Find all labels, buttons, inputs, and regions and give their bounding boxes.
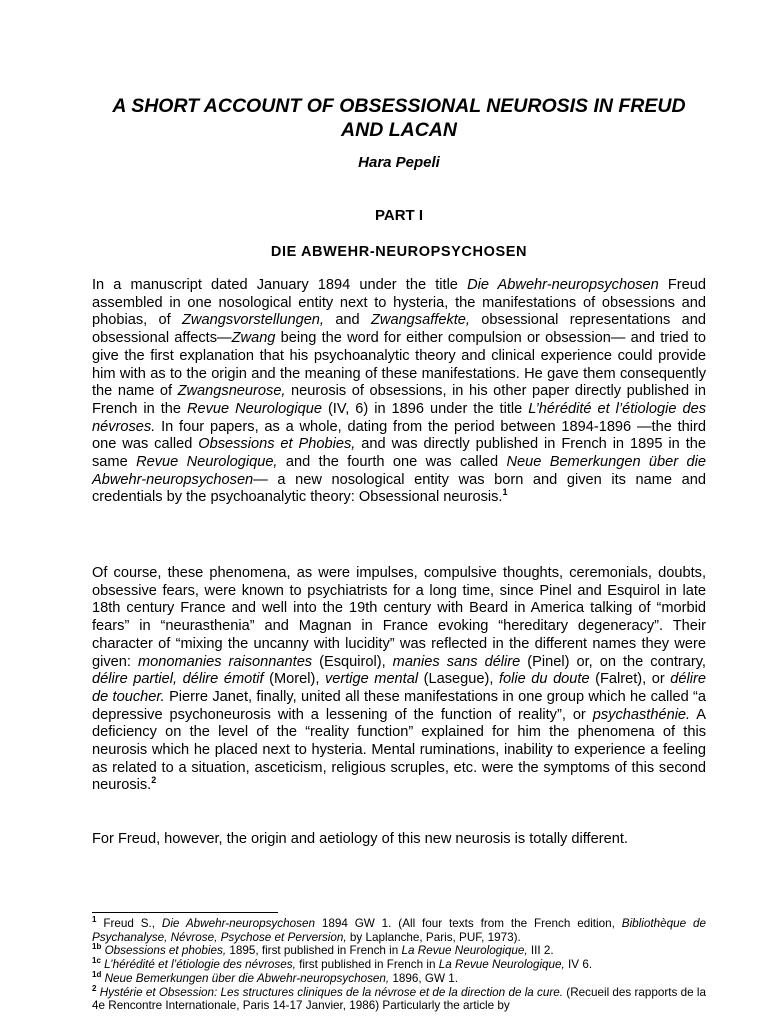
text-run: — a new nosological entity was born and given its name and credentials by the psychoanalytic theory: Obsessional neurosis. [92,471,706,506]
text-run: folie du doute [498,671,590,688]
text-run: by Laplanche, Paris, PUF, 1973). [346,930,521,944]
text-run: vertige mental [324,671,419,688]
text-run: In four papers, as a whole, dating from the period between 1894-1896 —the third one was called [92,418,706,453]
footnote-marker: 2 [92,983,97,993]
text-run: Freud assembled in one nosological entity next to hysteria, the manifestations of obsessions and phobias, of [92,277,706,329]
text-run: (IV, 6) in 1896 under the title [321,400,529,417]
text-run: being the word for either compulsion or obsession— and tried to give the first explanation that his psychoanalytic theory and clinical experience could provide him with as to the origin and the meaning of these manifestations. He gave them consequently the name of [92,330,707,400]
text-run: La Revue Neurologique, [438,958,565,972]
paper-title: A SHORT ACCOUNT OF OBSESSIONAL NEUROSIS IN FREUD AND LACAN [112,95,686,141]
text-run: Bibliothèque de Psychanalyse, Névrose, Psychose et Perversion, [92,917,706,944]
footnote-marker: 1d [92,969,102,979]
footnote-1c [92,958,706,972]
text-run: and the fourth one was called [277,454,507,471]
text-run: IV 6. [564,958,593,972]
text-run: Obsessions et Phobies, [198,436,356,453]
text-run: Die Abwehr-neuropsychosen [161,917,315,930]
text-run: neurosis of obsessions, in his other paper directly published in French in the [92,383,706,417]
text-run: obsessional representations and obsessional affects— [92,312,706,347]
text-run: monomanies raisonnantes [137,653,313,670]
text-run: Zwangsneurose, [177,383,286,400]
footnote-marker: 1 [502,487,508,498]
text-run: Neue Bemerkungen über die Abwehr-neuropsychosen, [104,971,390,985]
text-run: A deficiency on the level of the “reality function” explained for him the phenomena of this neurosis which he placed next to hysteria. Mental ruminations, inability to experience a feeling as related to a situation, asceticism, religious scruples, etc. were the symptoms of this second neurosis. [92,706,706,794]
text-run: and was directly published in French in 1895 in the same [92,436,706,471]
text-run: Zwangsaffekte, [371,312,470,329]
text-run: Of course, these phenomena, as were impulses, compulsive thoughts, ceremonials, doubts, obsessive fears, were known to psychiatrists for a long time, since Pinel and Esquirol in late 18th century France and well into the 19th century with Beard in America talking of “morbid fears” in “neurasthenia” and Magnan in France evoking “hereditary degeneracy”. Their character of “mixing the uncanny with lucidity” was reflected in the different names they were given: [92,565,706,670]
part-heading: PART I [374,207,424,224]
text-run: first published in French in [295,958,439,972]
text-run: and [323,312,371,329]
text-run: Freud S., [96,917,162,930]
footnote-marker: 2 [151,775,157,786]
text-run: psychasthénie. [592,706,691,723]
text-run: 1895, first published in French in [226,944,402,958]
text-run: Zwangsvorstellungen, [182,312,324,329]
text-run: Revue Neurologique [186,400,322,417]
footnote-divider [92,912,278,913]
text-run: (Pinel) or, on the contrary, [520,653,706,670]
text-run: délire de toucher. [92,671,706,705]
text-run: For Freud, however, the origin and aetiology of this new neurosis is totally different. [92,831,628,847]
footnote-2 [92,983,707,1013]
text-run: Neue Bemerkungen über die Abwehr-neuropsychosen [92,454,706,488]
text-run: (Lasegue), [418,671,499,688]
body-paragraph-2 [92,565,706,795]
text-run: In a manuscript dated January 1894 under the title [92,277,468,293]
text-run: L’hérédité et l’étiologie des névroses, [104,958,296,972]
text-run: (Esquirol), [312,653,393,670]
text-run: (Falret), or [589,671,671,688]
text-run: 1894 GW 1. (All four texts from the French edition, [314,917,622,930]
text-run: La Revue Neurologique, [401,944,528,958]
footnote-1d [92,969,706,986]
footnote-marker: 1b [92,942,102,952]
text-run: Pierre Janet, finally, united all these manifestations in one group which he called “a depressive psychoneurosis with a lessening of the function of reality”, or [92,688,706,723]
section-heading: DIE ABWEHR-NEUROPSYCHOSEN [270,244,528,260]
text-run: Revue Neurologique, [136,454,278,471]
footnotes [92,917,706,1013]
text-run: III 2. [527,944,554,958]
body-paragraph-3 [92,831,706,849]
text-run: Obsessions et phobies, [104,944,227,958]
text-run: (Morel), [263,671,325,688]
footnote-1 [92,917,706,944]
text-run: Die Abwehr-neuropsychosen [467,277,659,293]
text-run: manies sans délire [392,653,521,670]
body-paragraph-1 [92,277,706,507]
footnote-1b [92,944,706,958]
text-run: Hystérie et Obsession: Les structures cliniques de la névrose et de la direction de la cure. [99,985,564,999]
author-name: Hara Pepeli [358,154,440,171]
text-run: délire partiel, délire émotif [92,671,264,688]
footnote-marker: 1 [92,915,97,925]
text-run: (Recueil des rapports de la 4e Rencontre Internationale, Paris 14-17 Janvier, 1986) Particularly the article by [92,985,707,1013]
footnote-marker: 1c [92,956,101,966]
text-run: 1896, GW 1. [389,971,459,985]
text-run: Zwang [231,330,276,347]
text-run: L’hérédité et l’étiologie des névroses. [92,400,706,435]
